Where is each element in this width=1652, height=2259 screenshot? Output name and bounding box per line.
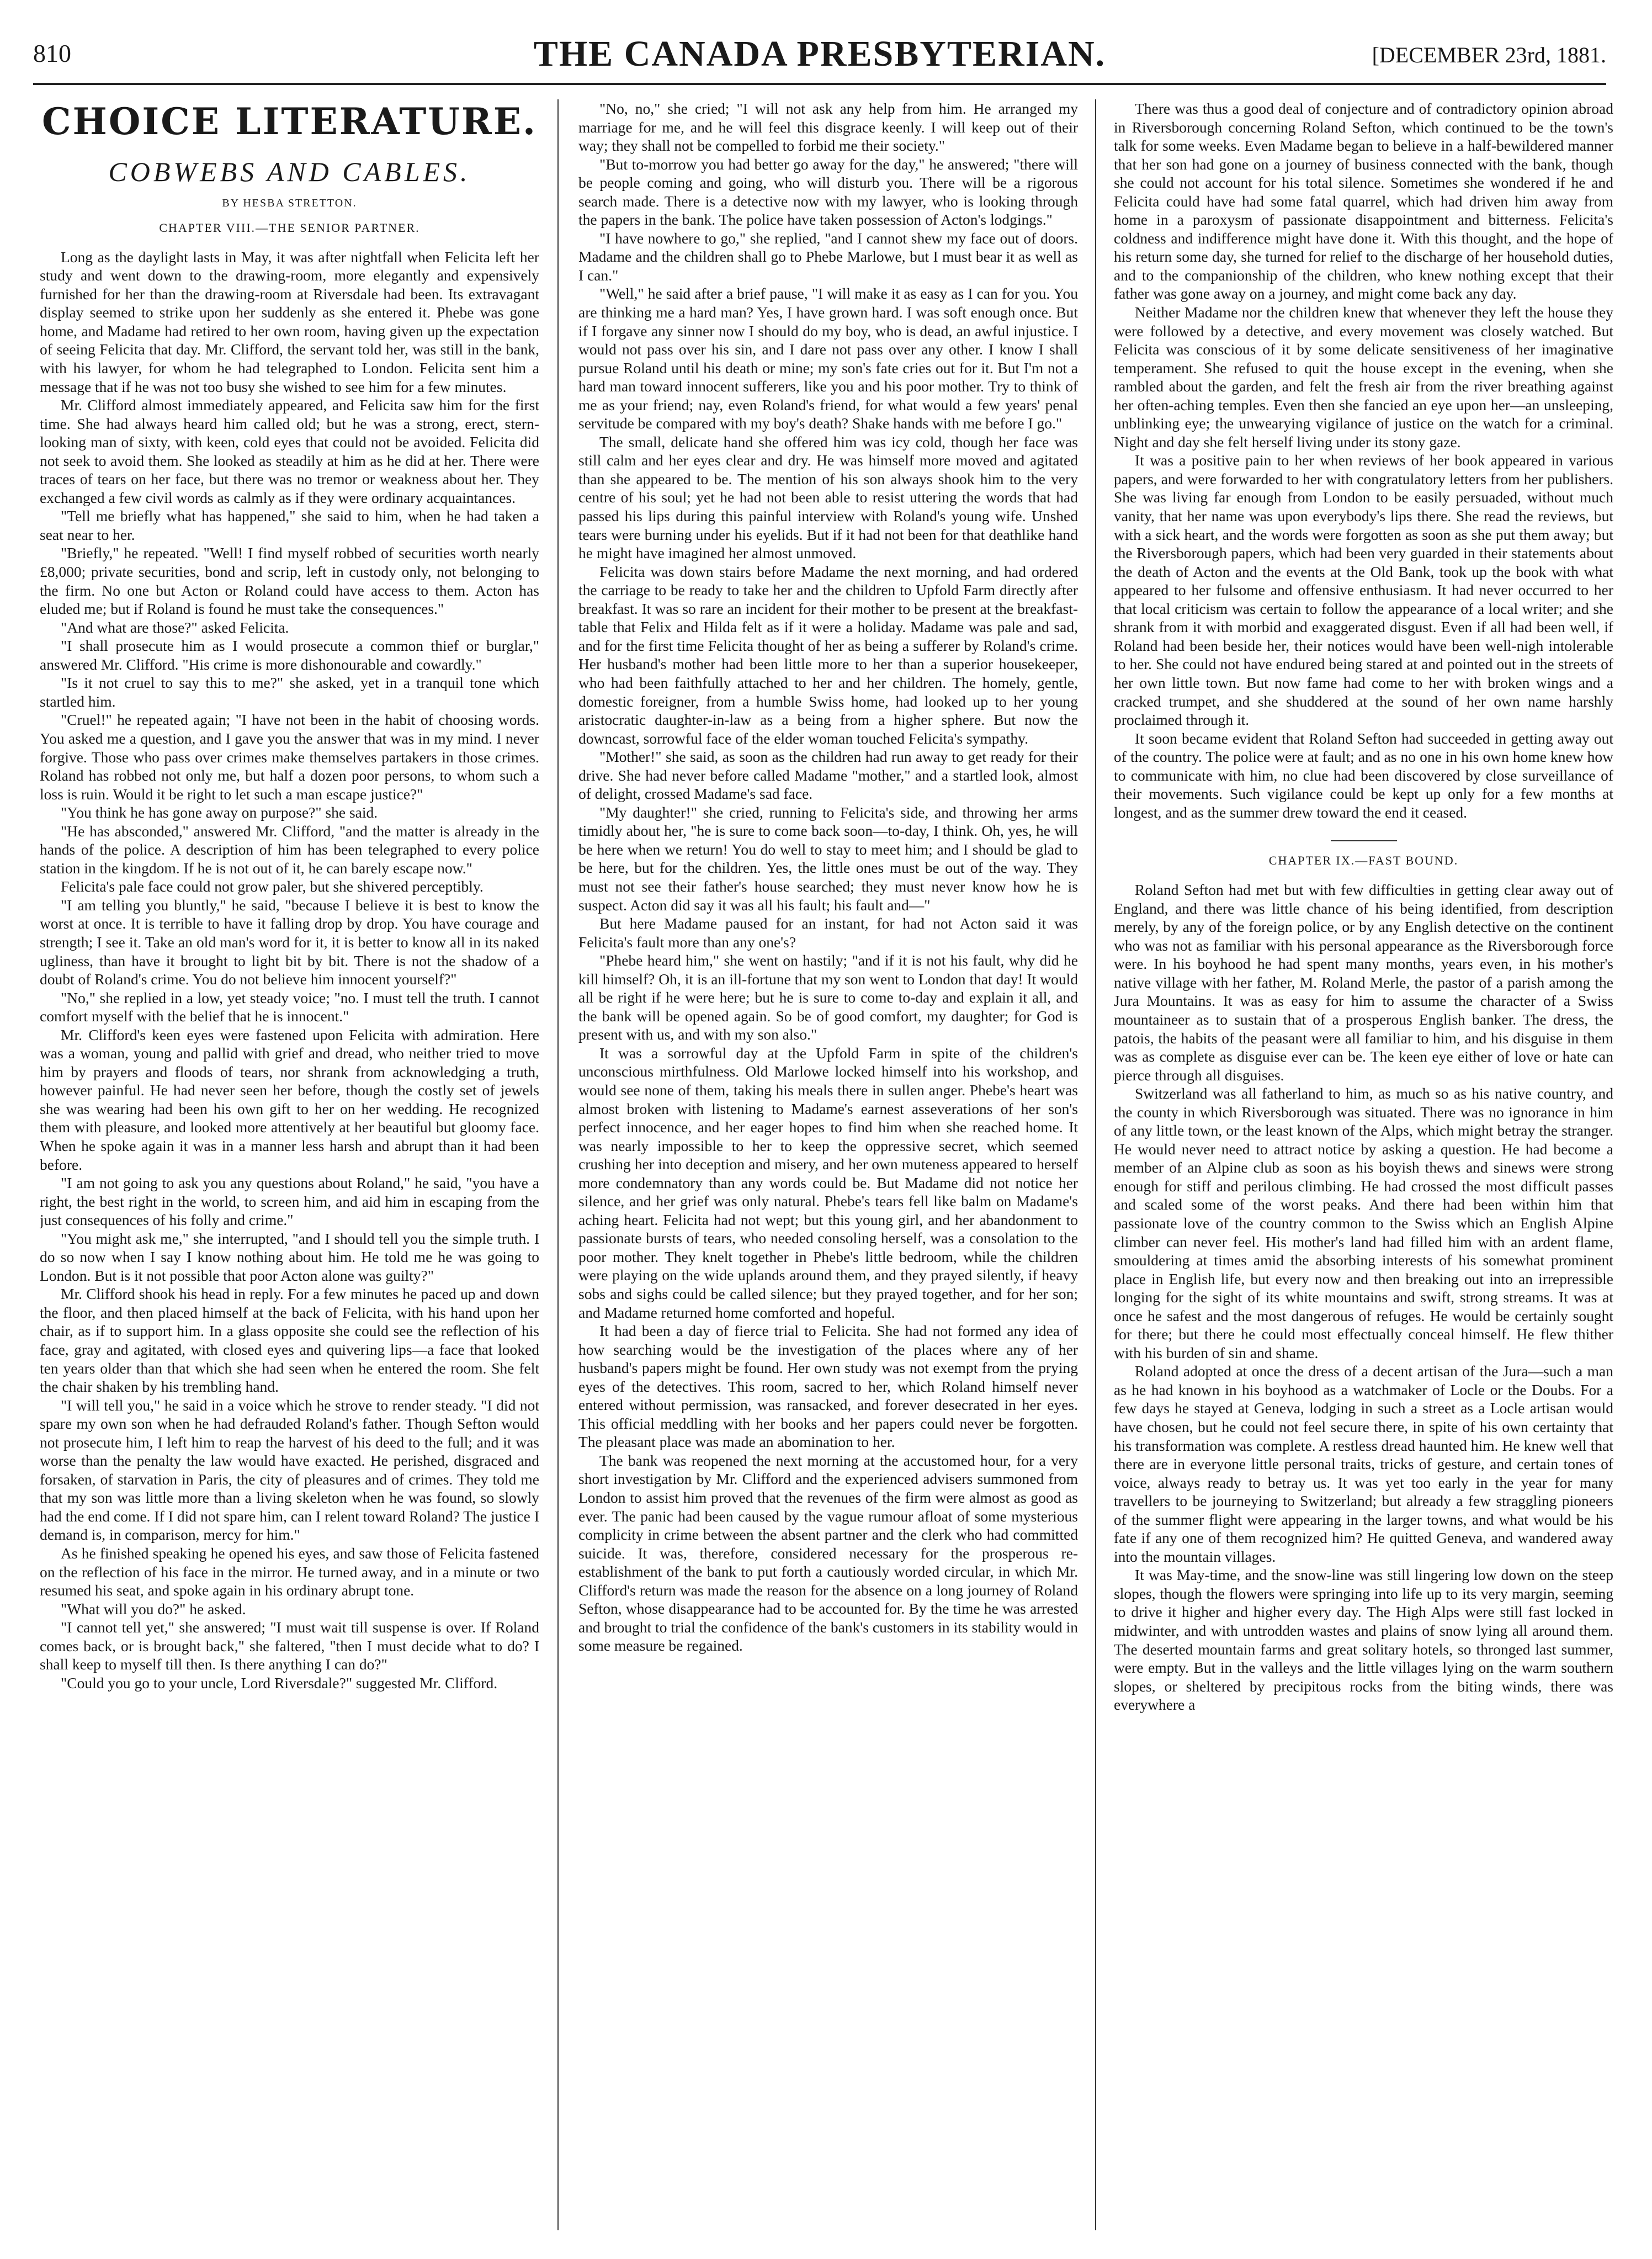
column-3-body-b [1114,881,1613,1714]
paragraph: It was a positive pain to her when reviews of her book appeared in various papers, and were forwarded to her with congratulatory letters from her publishers. She was living far enough from London to be easily persuaded, without much vanity, that her name was upon everybody's lips there. She read the reviews, but with a sick heart, and the words were forgotten as soon as she put them away; but the Riversborough papers, which had been very guarded in their statements about the death of Acton and the events at the Old Bank, took up the book with what appeared to her fulsome and offensive enthusiasm. It had never occurred to her that local criticism was certain to follow the appearance of a local writer; and she shrank from it with morbid and exaggerated disgust. Even if all had been well, if Roland had been beside her, their notices would have been well-nigh intolerable to her. She could not have endured being stared at and pointed out in the streets of her own little town. But now fame had come to her with broken wings and a cracked trumpet, and she shuddered at the sound of her own name harshly proclaimed through it. [1114,452,1613,729]
column-1 [40,99,539,2230]
paragraph: There was thus a good deal of conjecture and of contradictory opinion abroad in Riversborough concerning Roland Sefton, which continued to be the town's talk for some weeks. Even Madame began to believe in a half-bewildered manner that her son had gone on a journey of business connected with the bank, though she could not account for his total silence. Sometimes she wondered if he and Felicita could have had some fatal quarrel, which had driven him away from home in a paroxysm of passionate disappointment and bitterness. Felicita's coldness and indifference might have done it. With this thought, and the hope of his return some day, she turned for relief to the discharge of her household duties, and to the companionship of the children, who knew nothing except that their father was gone away on a journey, and might come back any day. [1114,100,1613,303]
paragraph: Mr. Clifford almost immediately appeared, and Felicita saw him for the first time. She had always heard him called old; but he was a strong, erect, stern-looking man of sixty, with keen, cold eyes that could not be avoided. Felicita did not seek to avoid them. She looked as steadily at him as he did at her. There were traces of tears on her face, but there was no tremor or weakness about her. They exchanged a few civil words as calmly as if they were ordinary acquaintances. [40,396,539,506]
chapter-heading: CHAPTER IX.—FAST BOUND. [1268,853,1459,868]
paragraph: The small, delicate hand she offered him was icy cold, though her face was still calm and her eyes clear and dry. He was himself more moved and agitated than she appeared to be. The mention of his son always shook him to the very centre of his soul; yet he had not been able to resist uttering the words that had passed his lips during this painful interview with Roland's young wife. Unshed tears were burning under his eyelids. But if it had not been for that deathlike hand he might have imagined her almost unmoved. [578,433,1078,562]
paragraph: "But to-morrow you had better go away for the day," he answered; "there will be people coming and going, who will disturb you. There will be a rigorous search made. There is a detective now with my lawyer, who is looking through the papers in the bank. The police have taken possession of Acton's lodgings." [578,155,1078,229]
column-divider [557,99,559,2230]
story-title: COBWEBS AND CABLES. [108,156,471,187]
paragraph: "I will tell you," he said in a voice which he strove to render steady. "I did not spare my own son when he had defrauded Roland's father. Though Sefton would not prosecute him, I left him to reap the harvest of his deed to the full; and it was worse than the penalty the law would have exacted. He perished, disgraced and forsaken, of starvation in Paris, the city of pleasures and of crimes. They told me that my son was little more than a living skeleton when he was found, so slowly had the end come. If I did not spare him, can I relent toward Roland? The justice I demand is, in comparison, mercy for him." [40,1396,539,1544]
paragraph: "I cannot tell yet," she answered; "I must wait till suspense is over. If Roland comes back, or is brought back," she faltered, "then I must decide what to do? I shall keep to myself till then. Is there anything I can do?" [40,1619,539,1673]
paragraph: Felicita was down stairs before Madame the next morning, and had ordered the carriage to be ready to take her and the children to Upfold Farm directly after breakfast. It was so rare an incident for their mother to be present at the breakfast-table that Felix and Hilda felt as if it were a holiday. Madame was pale and sad, and for the first time Felicita thought of her as being a sufferer by Roland's crime. Her husband's mother had been little more to her than a superior housekeeper, who had been faithfully attached to her and her children. The homely, gentle, domestic foreigner, from a humble Swiss home, had looked up to her young aristocratic daughter-in-law as a being from a higher sphere. But now the downcast, sorrowful face of the elder woman touched Felicita's sympathy. [578,563,1078,747]
paragraph: The bank was reopened the next morning at the accustomed hour, for a very short investigation by Mr. Clifford and the experienced advisers summoned from London to assist him proved that the revenues of the firm were almost as good as ever. The panic had been caused by the vague rumour afloat of some mysterious complicity in crime between the absent partner and the clerk who had committed suicide. It was, therefore, considered necessary for the prosperous re-establishment of the bank to put forth a cautiously worded circular, in which Mr. Clifford's return was made the reason for the absence on a long journey of Roland Sefton, whose disappearance had to be accounted for. By the time he was arrested and brought to trial the confidence of the bank's customers in its stability would in some measure be regained. [578,1451,1078,1655]
page-header [33,33,1606,76]
column-2-body [578,99,1078,1655]
paragraph: Mr. Clifford's keen eyes were fastened upon Felicita with admiration. Here was a woman, young and pallid with grief and dread, who neither tried to move him by prayers and floods of tears, nor shrank from acknowledging a truth, however painful. He had never seen her before, though the costly set of jewels she was wearing had been his own gift to her on her wedding. He recognized them with pleasure, and looked more attentively at her beautiful but gloomy face. When he spoke again it was in a manner less harsh and abrupt than it had been before. [40,1026,539,1173]
paragraph: It had been a day of fierce trial to Felicita. She had not formed any idea of how searching would be the investigation of the places where any of her husband's papers might be found. Her own study was not exempt from the prying eyes of the detectives. This room, sacred to her, which Roland himself never entered without permission, was ransacked, and forever desecrated in her eyes. This official meddling with her books and her papers could never be forgotten. The pleasant place was made an abomination to her. [578,1322,1078,1451]
paragraph: "Briefly," he repeated. "Well! I find myself robbed of securities worth nearly £8,000; private securities, bond and scrip, left in custody only, not belonging to the firm. No one but Acton or Roland could have access to them. Acton has eluded me; but if Roland is found he must take the consequences." [40,544,539,618]
paragraph: "And what are those?" asked Felicita. [61,618,289,636]
paragraph: Mr. Clifford shook his head in reply. For a few minutes he paced up and down the floor, and then placed himself at the back of Felicita, with his hand upon her chair, as if to support him. In a glass opposite she could see the reflection of his face, gray and agitated, with closed eyes and quivering lips—a face that looked ten years older than that which she had seen when he entered the room. She felt the chair shaken by his trembling hand. [40,1285,539,1396]
chapter-heading: CHAPTER VIII.—THE SENIOR PARTNER. [159,220,420,235]
paragraph: "Could you go to your uncle, Lord Riversdale?" suggested Mr. Clifford. [61,1674,498,1691]
paragraph: Long as the daylight lasts in May, it was after nightfall when Felicita left her study and went down to the drawing-room, more elegantly and expensively furnished for her than the drawing-room at Riversdale had been. Its extravagant display seemed to strike upon her suddenly as she entered it. Phebe was gone home, and Madame had retired to her own room, having given up the expectation of seeing Felicita that day. Mr. Clifford, the servant told her, was still in the bank, with his lawyer, for whom he had telegraphed to London. Felicita sent him a message that if he was not too busy she wished to see him for a few minutes. [40,248,539,395]
chapter-separator-rule [1331,840,1397,841]
paragraph: Neither Madame nor the children knew that whenever they left the house they were followed by a detective, and every movement was closely watched. But Felicita was conscious of it by some delicate sensitiveness of her imaginative temperament. She refused to quit the house except in the evening, when she rambled about the garden, and felt the fresh air from the river breathing against her often-aching temples. Even then she fancied an eye upon her—an unsleeping, unblinking eye; the unwearying vigilance of justice on the watch for a criminal. Night and day she felt herself living under its stony gaze. [1114,304,1613,450]
paragraph: It soon became evident that Roland Sefton had succeeded in getting away out of the country. The police were at fault; and as no one in his own home knew how to communicate with him, no clue had been discovered by close surveillance of their movements. Such vigilance could be kept up only for a few months at longest, and as the summer drew toward the end it ceased. [1114,729,1613,821]
column-1-body [40,248,539,1693]
paragraph: "Tell me briefly what has happened," she said to him, when he had taken a seat near to her. [40,507,539,543]
paragraph: "Well," he said after a brief pause, "I will make it as easy as I can for you. You are thinking me a hard man? Yes, I have grown hard. I was soft enough once. But if I forgave any sinner now I should do my boy, who is dead, an awful injustice. I would not pass over his sin, and I dare not pass over any other. I know I shall pursue Roland until his death or mine; my son's fate cries out for it. But I'm not a hard man toward innocent sufferers, like you and his poor mother. Try to think of me as your friend; nay, even Roland's friend, for what would a few years' penal servitude be compared with my boy's death? Shake hands with me before I go." [578,285,1078,432]
paragraph: But here Madame paused for an instant, for had not Acton said it was Felicita's fault more than any one's? [578,915,1078,951]
paragraph: "You might ask me," she interrupted, "and I should tell you the simple truth. I do so now when I say I know nothing about him. He told me he was going to London. But is it not possible that poor Acton alone was guilty?" [40,1229,539,1284]
paragraph: "What will you do?" he asked. [61,1600,246,1618]
column-3 [1114,99,1613,2230]
paragraph: "No, no," she cried; "I will not ask any help from him. He arranged my marriage for me, and he will feel this disgrace keenly. I will keep out of their way; they shall not be compelled to forbid me their society." [578,100,1078,155]
column-2 [578,99,1078,2230]
paragraph: "My daughter!" she cried, running to Felicita's side, and throwing her arms timidly about her, "he is sure to come back soon—to-day, I think. Oh, yes, he will be here when we return! You do well to stay to meet him; and I should be glad to be here, but for the children. Yes, the little ones must be out of the way. They must not see their father's house searched; they must never know how he is suspect. Acton did say it was all his fault; his fault and—" [578,803,1078,914]
paragraph: "Mother!" she said, as soon as the children had run away to get ready for their drive. She had never before called Madame "mother," and a startled look, almost of delight, crossed Madame's sad face. [578,748,1078,803]
column-divider [1095,99,1096,2230]
paragraph: Roland Sefton had met but with few difficulties in getting clear away out of England, and there was little chance of his being identified, from description merely, by any of the foreign police, or by any English detective on the continent who was not as familiar with his personal appearance as the Riversborough force were. In his boyhood he had spent many months, years even, in his mother's native village with her father, M. Roland Merle, the pastor of a parish among the Jura Mountains. It was as easy for him to assume the character of a Swiss mountaineer as to sustain that of a prosperous English banker. The dress, the patois, the habits of the peasant were all familiar to him, and his disguise in them was as complete as disguise ever can be. The keen eye either of love or hate can pierce through all disguises. [1114,881,1613,1084]
paragraph: Roland adopted at once the dress of a decent artisan of the Jura—such a man as he had known in his boyhood as a watchmaker of Locle or the Doubs. For a few days he stayed at Geneva, lodging in such a street as a Locle artisan would have chosen, but he could not feel secure there, in spite of his own certainty that his transformation was complete. A restless dread haunted him. He knew well that there are in everyone little personal traits, tricks of gesture, and certain tones of voice, always ready to betray us. It was yet too early in the year for many travellers to be journeying to Switzerland; but already a few straggling pioneers of the summer flight were appearing in the larger towns, and what would be his fate if any one of them recognized him? He quitted Geneva, and wandered away into the mountain villages. [1114,1362,1613,1565]
paragraph: It was May-time, and the snow-line was still lingering low down on the steep slopes, though the flowers were springing into life up to its very margin, seeming to drive it higher and higher every day. The High Alps were still fast locked in midwinter, and with untrodden wastes and plains of snow lying all around them. The deserted mountain farms and great solitary hotels, so thronged last summer, were empty. But in the valleys and the little villages lying on the warm southern slopes, or sheltered by precipitous rocks from the biting winds, there was everywhere a [1114,1566,1613,1714]
paragraph: "I shall prosecute him as I would prosecute a common thief or burglar," answered Mr. Clifford. "His crime is more dishonourable and cowardly." [40,637,539,673]
section-heading: CHOICE LITERATURE. [41,100,537,143]
page-number: 810 [33,39,71,67]
paragraph: Felicita's pale face could not grow paler, but she shivered perceptibly. [61,878,484,895]
paragraph: "He has absconded," answered Mr. Clifford, "and the matter is already in the hands of the police. A description of him has been telegraphed to every police station in the kingdom. If he is not out of it, he can barely escape now." [40,822,539,877]
paragraph: Switzerland was all fatherland to him, as much so as his native country, and the county in which Riversborough was situated. There was no ignorance in him of any little town, or the least known of the Alps, which might betray the stranger. He would never need to attract notice by asking a question. He had become a member of an Alpine club as soon as his boyish thews and sinews were strong enough for stiff and perilous climbing. He had crossed the most difficult passes and scaled some of the worst peaks. And there had been within him that passionate love of the country common to the Swiss which an English Alpine climber can never feel. His mother's land had filled him with an ardent flame, smouldering at times amid the absorbing interests of his somewhat prominent place in English life, but every now and then breaking out into an irrepressible longing for the sight of its white mountains and swift, strong streams. It was at once he safest and the most dangerous of refuges. He would be certainly sought for there; but there he could most effectually conceal himself. He flew thither with his burden of sin and shame. [1114,1085,1613,1361]
paragraph: It was a sorrowful day at the Upfold Farm in spite of the children's unconscious mirthfulness. Old Marlowe locked himself into his workshop, and would see none of them, taking his meals there in sullen anger. Phebe's heart was almost broken with listening to Madame's earnest asseverations of her son's perfect innocence, and her eager hopes to find him when she reached home. It was nearly impossible to her to keep the oppressive secret, which seemed crushing her into deception and misery, and her own muteness appeared to herself more condemnatory than any words could be. But Madame did not notice her silence, and her grief was only natural. Phebe's tears fell like balm on Madame's aching heart. Felicita had not wept; but this young girl, and her abandonment to passionate bursts of tears, who needed consoling herself, was a consolation to the poor mother. They knelt together in Phebe's little bedroom, while the children were playing on the wide uplands around them, and they prayed silently, if heavy sobs and sighs could be called silence; but they prayed together, and for her son; and Madame returned home comforted and hopeful. [578,1044,1078,1321]
paragraph: "Phebe heard him," she went on hastily; "and if it is not his fault, why did he kill himself? Oh, it is an ill-fortune that my son went to London that day! It would all be right if he were here; but he is sure to come to-day and explain it all, and the bank will be opened again. So be of good comfort, my daughter; for God is present with us, and with my son also." [578,952,1078,1043]
paragraph: "I am not going to ask you any questions about Roland," he said, "you have a right, the best right in the world, to screen him, and aid him in escaping from the just consequences of his folly and crime." [40,1174,539,1229]
paragraph: "No," she replied in a low, yet steady voice; "no. I must tell the truth. I cannot comfort myself with the belief that he is innocent." [40,989,539,1025]
masthead: THE CANADA PRESBYTERIAN. [533,34,1106,74]
issue-date: [DECEMBER 23rd, 1881. [1372,43,1606,67]
paragraph: "Is it not cruel to say this to me?" she asked, yet in a tranquil tone which startled him. [40,674,539,710]
paragraph: As he finished speaking he opened his eyes, and saw those of Felicita fastened on the reflection of his face in the mirror. He turned away, and in a minute or two resumed his seat, and spoke again in his ordinary abrupt tone. [40,1545,539,1599]
byline: BY HESBA STRETTON. [222,197,357,209]
paragraph: "I have nowhere to go," she replied, "and I cannot shew my face out of doors. Madame and the children shall go to Phebe Marlowe, but I must bear it as well as I can." [578,229,1078,284]
paragraph: "I am telling you bluntly," he said, "because I believe it is best to know the worst at once. It is terrible to have it falling drop by drop. You have courage and strength; I see it. Take an old man's word for it, it is better to know all in its naked ugliness, than have it brought to light bit by bit. There is not the shadow of a doubt of Roland's crime. You do not believe him innocent yourself?" [40,896,539,988]
header-rule [33,83,1606,85]
column-3-body-a [1114,99,1613,821]
paragraph: "You think he has gone away on purpose?" she said. [61,804,378,821]
paragraph: "Cruel!" he repeated again; "I have not been in the habit of choosing words. You asked me a question, and I gave you the answer that was in my mind. I never forgive. Those who pass over crimes make themselves partakers in those crimes. Roland has robbed not only me, but half a dozen poor persons, to whom such a loss is ruin. Would it be right to let such a man escape justice?" [40,711,539,803]
